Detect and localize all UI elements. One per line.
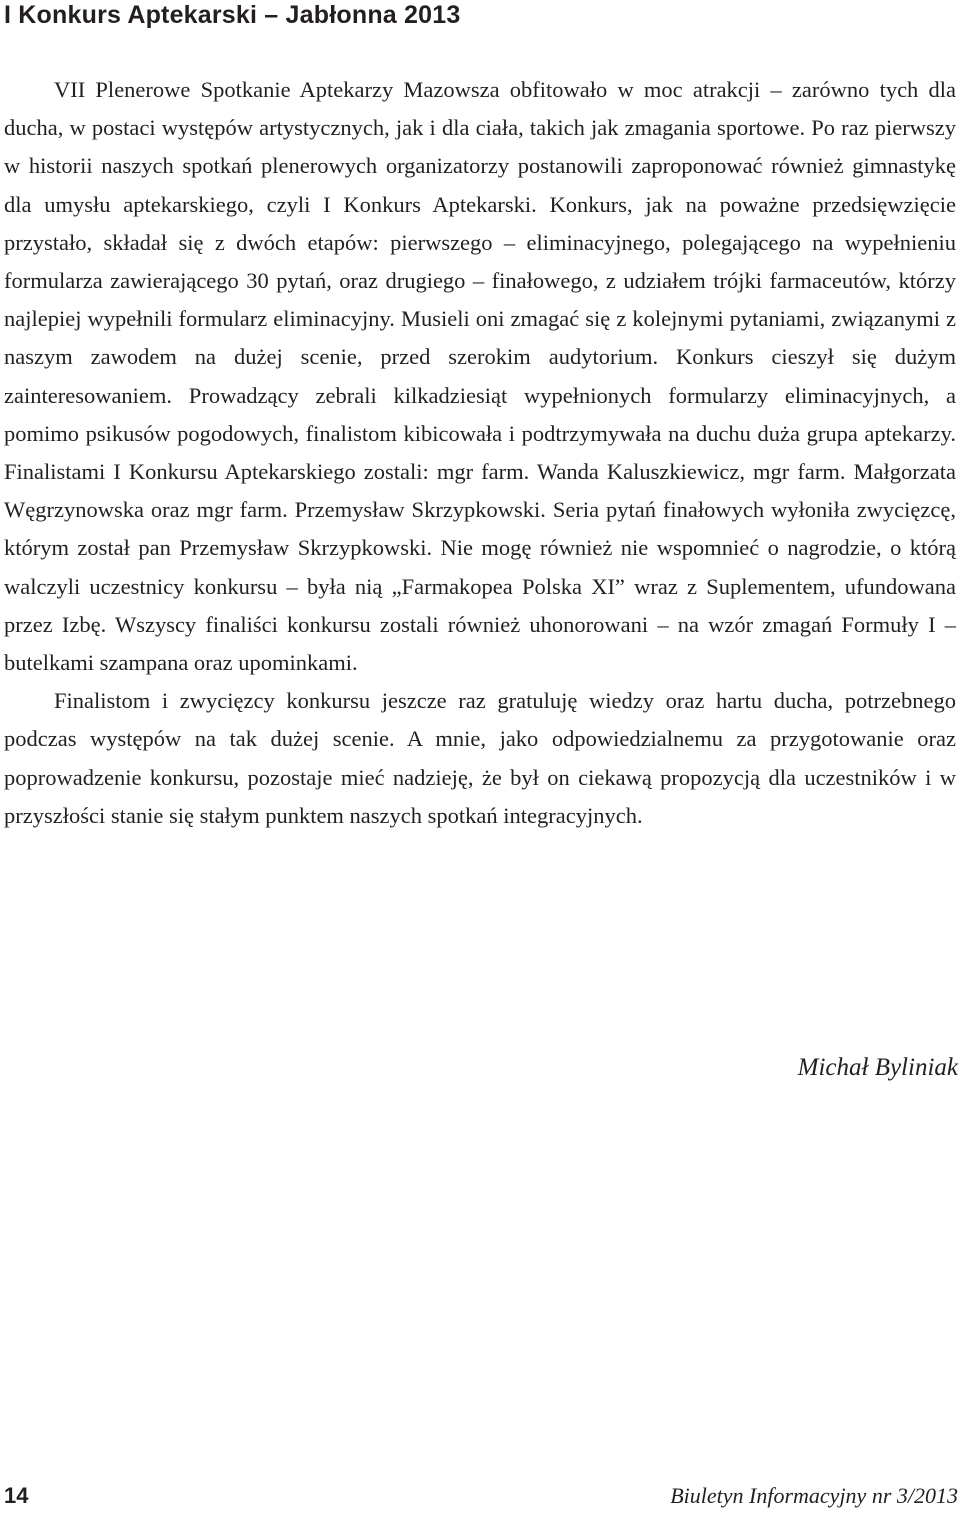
page-title: I Konkurs Aptekarski – Jabłonna 2013 [4, 1, 461, 29]
article-paragraph: VII Plenerowe Spotkanie Aptekarzy Mazowsza obfitowało w moc atrakcji – zarówno tych dla ducha, w postaci występów artystycznych, jak i dla ciała, takich jak zmagania sportowe. Po raz pierwszy w historii naszych spotkań plenerowych organizatorzy postanowili zaproponować również gimnastykę dla umysłu aptekarskiego, czyli I Konkurs Aptekarski. Konkurs, jak na poważne przedsięwzięcie przystało, składał się z dwóch etapów: pierwszego – eliminacyjnego, polegającego na wypełnieniu formularza zawierającego 30 pytań, oraz drugiego – finałowego, z udziałem trójki farmaceutów, którzy najlepiej wypełnili formularz eliminacyjny. Musieli oni zmagać się z kolejnymi pytaniami, związanymi z naszym zawodem na dużej scenie, przed szerokim audytorium. Konkurs cieszył się dużym zainteresowaniem. Prowadzący zebrali kilkadziesiąt wypełnionych formularzy eliminacyjnych, a pomimo psikusów pogodowych, finalistom kibicowała i podtrzymywała na duchu duża grupa aptekarzy. Finalistami I Konkursu Aptekarskiego zostali: mgr farm. Wanda Kaluszkiewicz, mgr farm. Małgorzata Węgrzynowska oraz mgr farm. Przemysław Skrzypkowski. Seria pytań finałowych wyłoniła zwycięzcę, którym został pan Przemysław Skrzypkowski. Nie mogę również nie wspomnieć o nagrodzie, o którą walczyli uczestnicy konkursu – była nią „Farmakopea Polska XI” wraz z Suplementem, ufundowana przez Izbę. Wszyscy finaliści konkursu zostali również uhonorowani – na wzór zmagań Formuły I – butelkami szampana oraz upominkami. [4, 77, 956, 676]
article-paragraph: Finalistom i zwycięzcy konkursu jeszcze raz gratuluję wiedzy oraz hartu ducha, potrzebnego podczas występów na tak dużej scenie. A mnie, jako odpowiedzialnemu za przygotowanie oraz poprowadzenie konkursu, pozostaje mieć nadzieję, że był on ciekawą propozycją dla uczestników i w przyszłości stanie się stałym punktem naszych spotkań integracyjnych. [4, 688, 956, 828]
page-footer [4, 1478, 958, 1514]
article-body [4, 71, 956, 835]
page-number: 14 [4, 1483, 29, 1508]
publication-name: Biuletyn Informacyjny nr 3/2013 [670, 1483, 958, 1508]
author-signature: Michał Byliniak [797, 1054, 958, 1081]
